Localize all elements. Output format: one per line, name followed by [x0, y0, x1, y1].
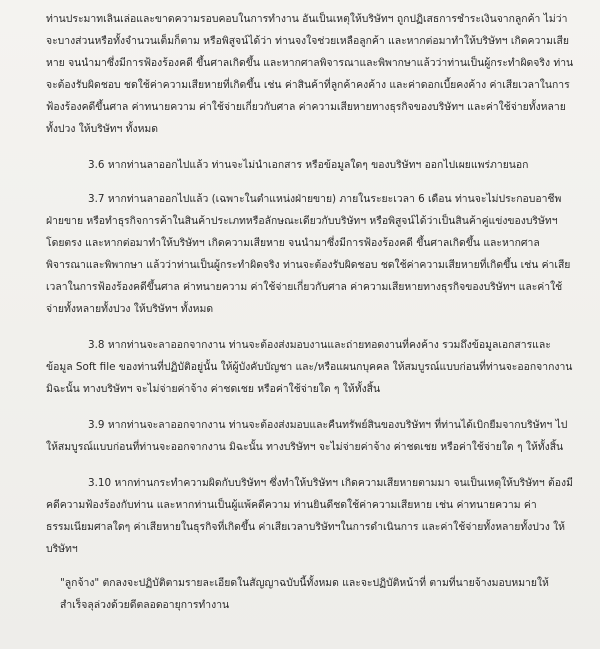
clause-3-6: 3.6 หากท่านลาออกไปแล้ว ท่านจะไม่นำเอกสาร หรือข้อมูลใดๆ ของบริษัทฯ ออกไปเผยแพร่ภายนอก	[88, 159, 529, 171]
clause-3-8: 3.8 หากท่านจะลาออกจากงาน ท่านจะต้องส่งมอบงานและถ่ายทอดงานที่คงค้าง รวมถึงข้อมูลเอกสารและข้อมูล Soft file ของท่านที่ปฏิบัติอยู่นั้น ให้ผู้บังคับบัญชา และ/หรือแผนกบุคคล ให้สมบูรณ์แบบก่อนที่ท่านจะออกจากงาน มิฉะนั้น ทางบริษัทฯ จะไม่จ่ายค่าจ้าง ค่าชดเชย หรือค่าใช้จ่ายใด ๆ ให้ทั้งสิ้น	[46, 339, 573, 395]
paragraph-continuation: ท่านประมาทเลินเล่อและขาดความรอบคอบในการทำงาน อันเป็นเหตุให้บริษัทฯ ถูกปฏิเสธการชำระเงินจากลูกค้า ไม่ว่าจะบางส่วนหรือทั้งจำนวนเต็มก็ตาม หรือพิสูจน์ได้ว่า ท่านจงใจช่วยเหลือลูกค้า และหากต่อมาทำให้บริษัทฯ เกิดความเสียหาย จนนำมาซึ่งมีการฟ้องร้องคดี ขึ้นศาลเกิดขึ้น และหากศาลพิจารณาและพิพากษาแล้วว่าท่านเป็นผู้กระทำผิดจริง ท่านจะต้องรับผิดชอบ ชดใช้ค่าความเสียหายที่เกิดขึ้น เช่น ค่าสินค้าที่ลูกค้าคงค้าง และค่าดอกเบี้ยคงค้าง ค่าเสียเวลาในการฟ้องร้องคดีขึ้นศาล ค่าทนายความ ค่าใช้จ่ายเกี่ยวกับศาล ค่าความเสียหายทางธุรกิจของบริษัทฯ และค่าใช้จ่ายทั้งหลายทั้งปวง ให้บริษัทฯ ทั้งหมด	[46, 13, 574, 135]
clause-3-9: 3.9 หากท่านจะลาออกจากงาน ท่านจะต้องส่งมอบและคืนทรัพย์สินของบริษัทฯ ที่ท่านได้เบิกยืมจากบริษัทฯ ไป ให้สมบูรณ์แบบก่อนที่ท่านจะออกจากงาน มิฉะนั้น ทางบริษัทฯ จะไม่จ่ายค่าจ้าง ค่าชดเชย หรือค่าใช้จ่ายใด ๆ ให้ทั้งสิ้น	[46, 419, 568, 453]
clause-3-10: 3.10 หากท่านกระทำความผิดกับบริษัทฯ ซึ่งทำให้บริษัทฯ เกิดความเสียหายตามมา จนเป็นเหตุให้บริษัทฯ ต้องมีคดีความฟ้องร้องกับท่าน และหากท่านเป็นผู้แพ้คดีความ ท่านยินดีชดใช้ค่าความเสียหาย เช่น ค่าทนายความ ค่าธรรมเนียมศาลใดๆ ค่าเสียหายในธุรกิจที่เกิดขึ้น ค่าเสียเวลาบริษัทฯในการดำเนินการ และค่าใช้จ่ายทั้งหลายทั้งปวง ให้บริษัทฯ	[46, 477, 573, 555]
closing-statement: "ลูกจ้าง" ตกลงจะปฏิบัติตามรายละเอียดในสัญญาฉบับนี้ทั้งหมด และจะปฏิบัติหน้าที่ ตามที่นายจ้างมอบหมายให้สำเร็จลุล่วงด้วยดีตลอดอายุการทำงาน	[60, 577, 549, 611]
clause-3-7: 3.7 หากท่านลาออกไปแล้ว (เฉพาะในตำแหน่งฝ่ายขาย) ภายในระยะเวลา 6 เดือน ท่านจะไม่ประกอบอาชีพฝ่ายขาย หรือทำธุรกิจการค้าในสินค้าประเภทหรือลักษณะเดียวกับบริษัทฯ หรือพิสูจน์ได้ว่าเป็นสินค้าคู่แข่งของบริษัทฯ โดยตรง และหากต่อมาทำให้บริษัทฯ เกิดความเสียหาย จนนำมาซึ่งมีการฟ้องร้องคดี ขึ้นศาลเกิดขึ้น และหากศาลพิจารณาและพิพากษา แล้วว่าท่านเป็นผู้กระทำผิดจริง ท่านจะต้องรับผิดชอบ ชดใช้ค่าความเสียหายที่เกิดขึ้น เช่น ค่าเสียเวลาในการฟ้องร้องคดีขึ้นศาล ค่าทนายความ ค่าใช้จ่ายเกี่ยวกับศาล ค่าความเสียหายทางธุรกิจของบริษัทฯ และค่าใช้จ่ายทั้งหลายทั้งปวง ให้บริษัทฯ ทั้งหมด	[46, 193, 571, 315]
